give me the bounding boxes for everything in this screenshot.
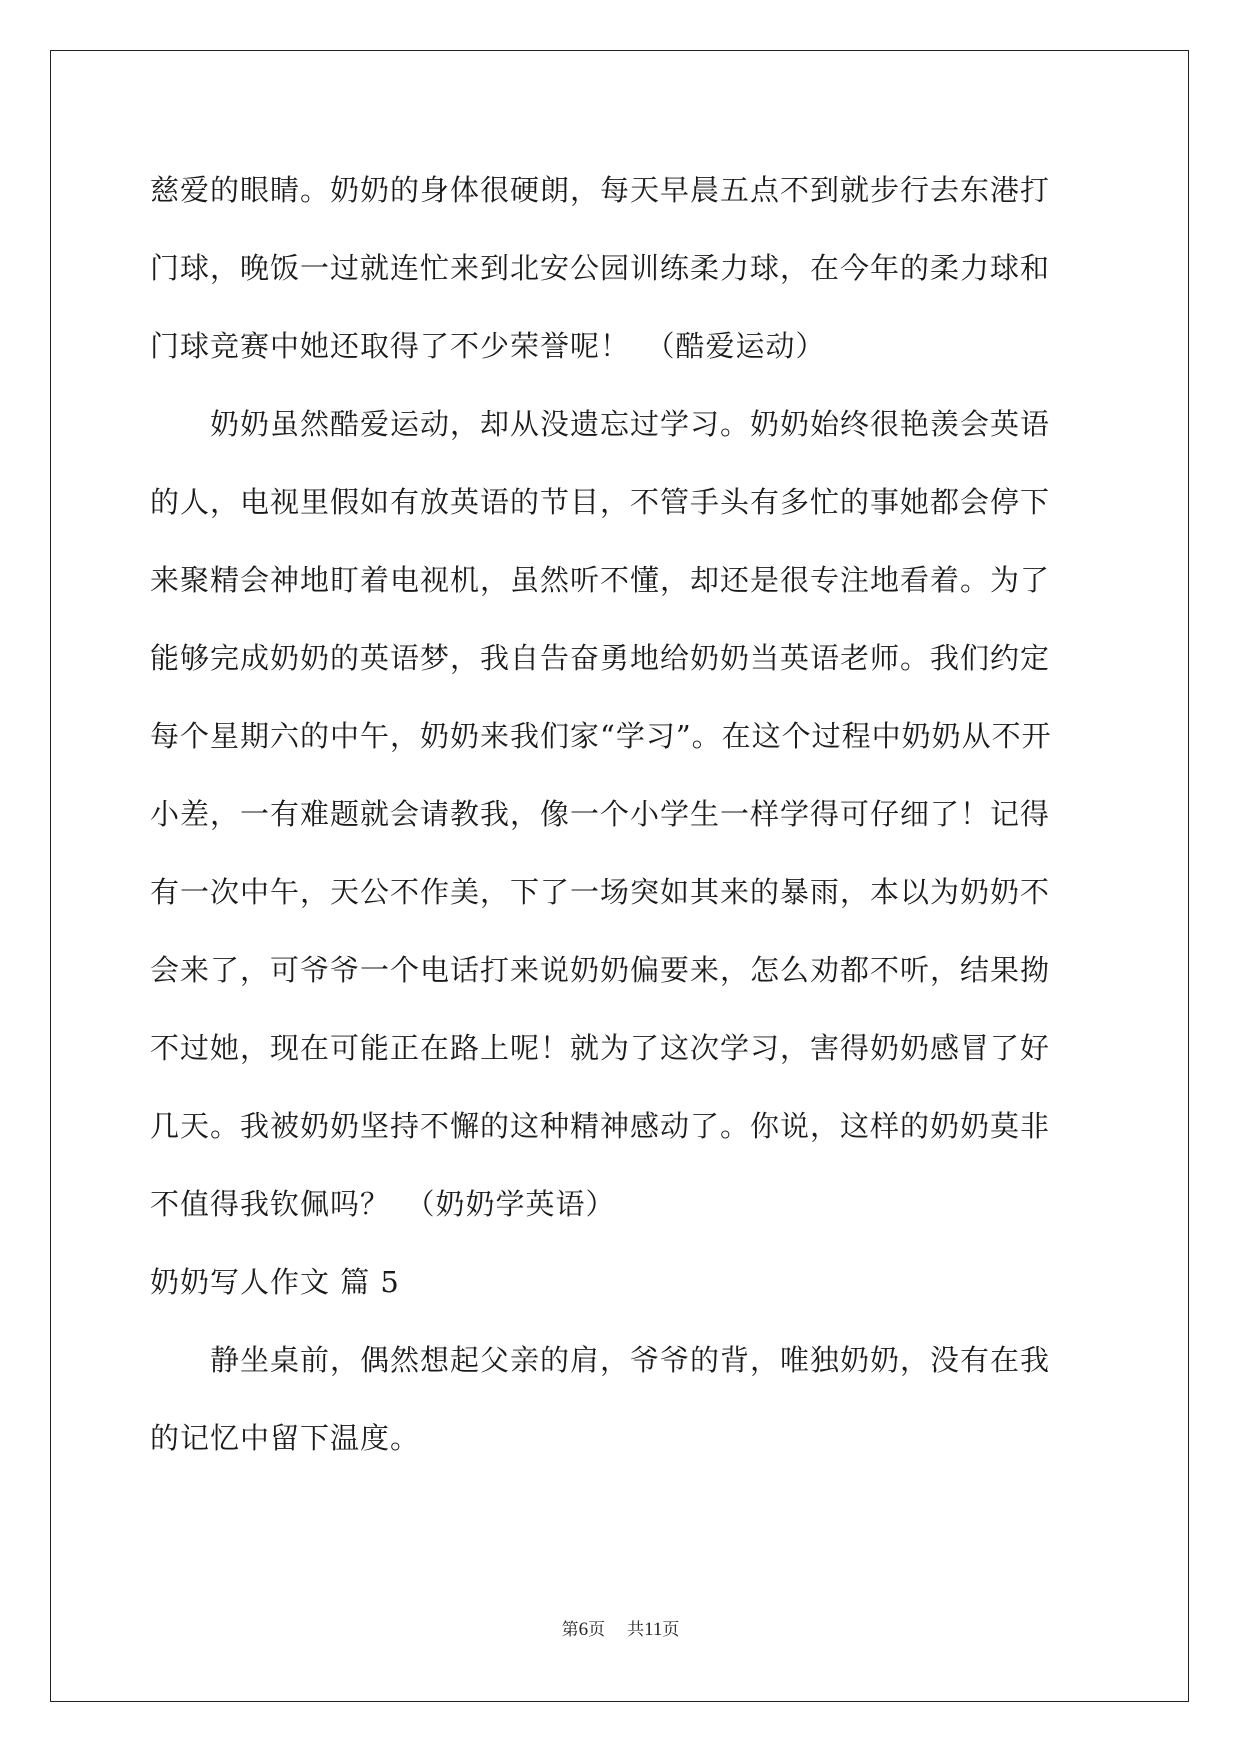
text-line: 每个星期六的中午，奶奶来我们家“学习”。在这个过程中奶奶从不开	[150, 719, 1052, 753]
total-prefix: 共	[627, 1620, 645, 1640]
text-line: 有一次中午，天公不作美，下了一场突如其来的暴雨，本以为奶奶不	[150, 875, 1051, 909]
text-line: 不过她，现在可能正在路上呢！就为了这次学习，害得奶奶感冒了好	[150, 1031, 1051, 1065]
document-body	[150, 160, 1090, 1486]
text-line: 来聚精会神地盯着电视机，虽然听不懂，却还是很专注地看着。为了	[150, 563, 1051, 597]
page-prefix: 第	[561, 1620, 579, 1640]
text-line: 静坐桌前，偶然想起父亲的肩，爷爷的背，唯独奶奶，没有在我	[150, 1343, 1051, 1377]
text-line: 慈爱的眼睛。奶奶的身体很硬朗，每天早晨五点不到就步行去东港打	[150, 173, 1051, 207]
page-number: 6	[578, 1619, 589, 1640]
page-suffix: 页	[588, 1620, 606, 1640]
text-line: 不值得我钦佩吗？ （奶奶学英语）	[150, 1187, 616, 1221]
text-line: 奶奶虽然酷爱运动，却从没遗忘过学习。奶奶始终很艳羡会英语	[150, 407, 1051, 441]
text-line: 的人，电视里假如有放英语的节目，不管手头有多忙的事她都会停下	[150, 485, 1051, 519]
text-line: 门球，晚饭一过就连忙来到北安公园训练柔力球，在今年的柔力球和	[150, 251, 1051, 285]
total-pages: 11	[644, 1619, 663, 1640]
section-heading: 奶奶写人作文 篇 5	[150, 1265, 400, 1299]
text-line: 的记忆中留下温度。	[150, 1421, 421, 1455]
text-line: 门球竞赛中她还取得了不少荣誉呢！ （酷爱运动）	[150, 329, 826, 363]
text-line: 几天。我被奶奶坚持不懈的这种精神感动了。你说，这样的奶奶莫非	[150, 1109, 1051, 1143]
text-line: 会来了，可爷爷一个电话打来说奶奶偏要来，怎么劝都不听，结果拗	[150, 953, 1051, 987]
text-line: 小差，一有难题就会请教我，像一个小学生一样学得可仔细了！记得	[150, 797, 1051, 831]
total-suffix: 页	[662, 1620, 680, 1640]
text-line: 能够完成奶奶的英语梦，我自告奋勇地给奶奶当英语老师。我们约定	[150, 641, 1051, 675]
page-footer	[0, 1615, 1241, 1641]
